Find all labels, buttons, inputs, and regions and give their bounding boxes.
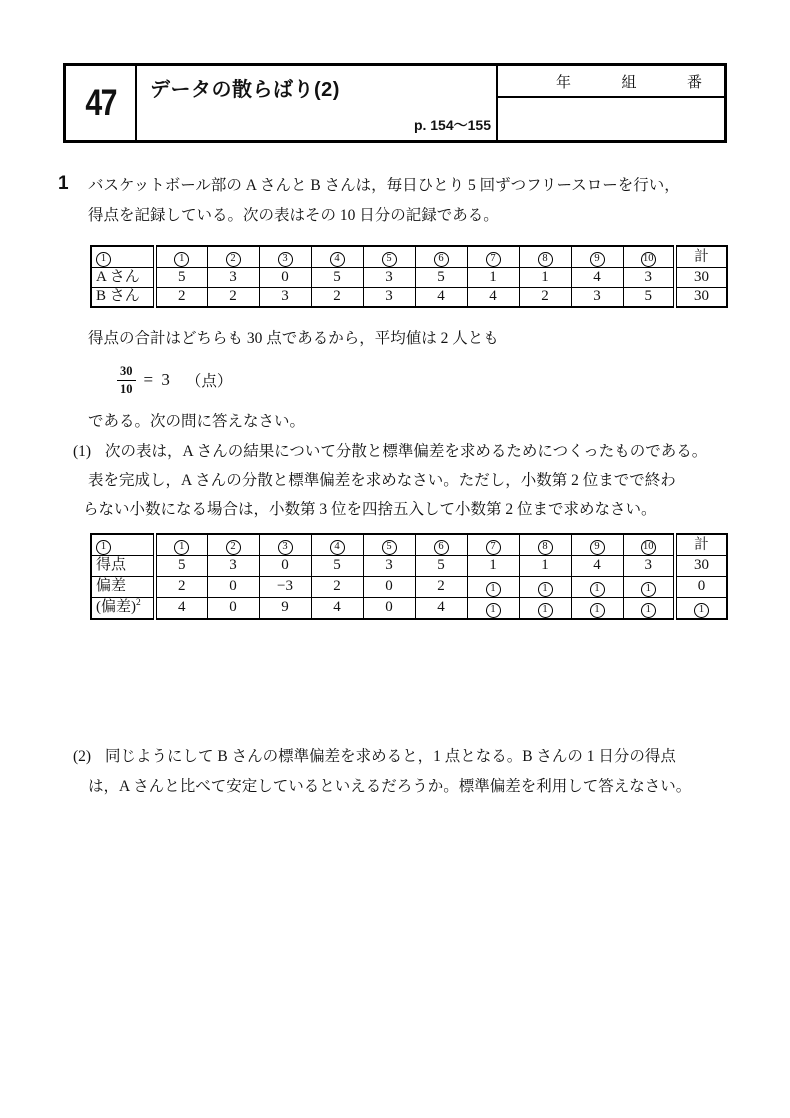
circled-number: 5 [382,252,397,267]
circled-number: 1 [486,603,501,618]
data-cell: 4 [571,555,623,576]
circled-number: 3 [278,540,293,555]
column-header [467,246,519,267]
circled-number: 7 [486,252,501,267]
mean-intro-text: 得点の合計はどちらも 30 点であるから，平均値は 2 人とも [88,330,499,347]
data-cell: 30 [675,555,727,576]
circled-number: 1 [641,603,656,618]
data-cell: 2 [311,576,363,597]
text-line: バスケットボール部の A さんと B さんは，毎日ひとり 5 回ずつフリースローを行い， [88,177,680,194]
data-cell: 5 [415,555,467,576]
data-cell: 4 [311,597,363,618]
data-cell: 3 [623,267,675,287]
year-label: 年 [556,73,572,91]
circled-number: 1 [486,582,501,597]
data-cell: 0 [259,555,311,576]
circled-number: 10 [641,252,656,267]
data-cell: 0 [363,576,415,597]
student-name-box [496,66,724,140]
circled-number: 8 [538,252,553,267]
circled-number: 4 [330,540,345,555]
column-header [155,534,207,555]
mean-outro-text: である。次の問に答えなさい。 [88,413,306,430]
number-label: 番 [686,73,702,91]
circled-number: 7 [486,540,501,555]
data-cell: 3 [207,267,259,287]
data-cell: 1 [467,555,519,576]
data-cell [623,576,675,597]
column-header [259,534,311,555]
column-header [363,534,415,555]
text-line [73,742,691,772]
data-cell: 3 [259,287,311,307]
corner-cell [91,246,155,267]
data-cell: 30 [675,267,727,287]
scores-table [90,245,728,308]
column-header [571,534,623,555]
column-header [623,246,675,267]
circled-number: 1 [641,582,656,597]
data-cell: 2 [415,576,467,597]
table-row [91,597,727,618]
circled-number: 1 [694,603,709,618]
class-label: 組 [621,73,637,91]
circled-number: 6 [434,252,449,267]
text-line: 得点を記録している。次の表はその 10 日分の記録である。 [88,207,499,224]
data-cell [467,597,519,618]
data-cell [467,576,519,597]
text-line [73,437,707,466]
fraction-denominator: 10 [120,381,133,396]
data-cell: 0 [363,597,415,618]
question-2-label: (2) [73,748,92,765]
text-line: らない小数になる場合は，小数第 3 位を四捨五入して小数第 2 位まで求めなさい。 [83,501,657,518]
data-cell [675,597,727,618]
circled-number: 1 [590,603,605,618]
circled-number: 1 [174,540,189,555]
lesson-number: 47 [85,82,116,123]
table-row [91,287,727,307]
column-header [207,534,259,555]
data-cell: 5 [155,555,207,576]
data-cell [519,576,571,597]
data-cell: 1 [467,267,519,287]
data-cell: −3 [259,576,311,597]
fraction-numerator: 30 [117,364,136,381]
circled-number: 1 [174,252,189,267]
table-row [91,267,727,287]
data-cell: 2 [155,287,207,307]
data-cell [571,597,623,618]
column-header [311,246,363,267]
table-row [91,576,727,597]
row-label: (偏差)$^2$ [91,597,155,618]
data-cell: 30 [675,287,727,307]
data-cell: 2 [207,287,259,307]
table-header-row [91,246,727,267]
column-header: 計 [675,534,727,555]
row-label: 偏差 [91,576,155,597]
column-header [311,534,363,555]
data-cell: 5 [415,267,467,287]
question-1-label: (1) [73,443,92,460]
circled-number: 9 [590,540,605,555]
question-1-text: 次の表は，A さんの結果について分散と標準偏差を求めるためにつくったものである。 [105,443,708,460]
data-cell: 1 [519,555,571,576]
name-field-labels [498,66,724,98]
column-header [467,534,519,555]
column-header [571,246,623,267]
circled-number: 2 [226,540,241,555]
column-header [259,246,311,267]
circled-number: 1 [96,540,111,555]
circled-number: 6 [434,540,449,555]
mean-equation [117,361,232,399]
text-line: 表を完成し，A さんの分散と標準偏差を求めなさい。ただし，小数第 2 位までで終わ [88,472,676,489]
data-cell: 9 [259,597,311,618]
column-header [519,246,571,267]
column-header [207,246,259,267]
data-cell [623,597,675,618]
data-cell: 3 [363,267,415,287]
data-cell: 2 [311,287,363,307]
data-cell: 4 [155,597,207,618]
data-cell: 2 [519,287,571,307]
circled-number: 9 [590,252,605,267]
fraction-unit: （点） [185,373,233,390]
circled-number: 1 [96,252,111,267]
question-2-text: 同じようにして B さんの標準偏差を求めると，1 点となる。B さんの 1 日分の得点 [105,748,676,765]
table-row [91,555,727,576]
circled-number: 2 [226,252,241,267]
deviation-table [90,533,728,620]
data-cell: 4 [571,267,623,287]
circled-number: 5 [382,540,397,555]
title-cell [137,66,496,140]
fraction-result: = 3 [143,370,172,389]
row-label: A さん [91,267,155,287]
column-header [415,534,467,555]
text-line: は，A さんと比べて安定しているといえるだろうか。標準偏差を利用して答えなさい。 [88,778,692,795]
column-header [415,246,467,267]
column-header [623,534,675,555]
problem-statement [88,171,680,231]
data-cell: 5 [155,267,207,287]
name-entry-area [498,98,724,140]
question-2 [73,742,691,802]
circled-number: 4 [330,252,345,267]
data-cell [519,597,571,618]
column-header [363,246,415,267]
data-cell: 5 [623,287,675,307]
data-cell: 0 [675,576,727,597]
data-cell: 2 [155,576,207,597]
circled-number: 3 [278,252,293,267]
data-cell: 3 [363,555,415,576]
circled-number: 1 [538,582,553,597]
question-1 [73,437,707,524]
column-header [519,534,571,555]
data-cell: 3 [571,287,623,307]
data-cell: 4 [415,597,467,618]
column-header: 計 [675,246,727,267]
page-title: データの散らばり(2) [150,79,340,101]
data-cell: 3 [207,555,259,576]
data-cell [571,576,623,597]
textbook-pages: p. 154～155 [413,117,491,133]
superscript: 2 [136,598,141,608]
data-cell: 5 [311,267,363,287]
circled-number: 10 [641,540,656,555]
fraction [117,364,136,397]
row-label: B さん [91,287,155,307]
data-cell: 5 [311,555,363,576]
circled-number: 1 [538,603,553,618]
data-cell: 1 [519,267,571,287]
header-box [63,63,727,143]
data-cell: 0 [207,576,259,597]
circled-number: 1 [590,582,605,597]
data-cell: 0 [207,597,259,618]
data-cell: 0 [259,267,311,287]
circled-number: 8 [538,540,553,555]
data-cell: 4 [467,287,519,307]
row-label: 得点 [91,555,155,576]
corner-cell [91,534,155,555]
problem-number: 1 [58,173,69,194]
table-header-row [91,534,727,555]
lesson-number-cell [66,66,137,140]
data-cell: 3 [363,287,415,307]
column-header [155,246,207,267]
data-cell: 4 [415,287,467,307]
data-cell: 3 [623,555,675,576]
